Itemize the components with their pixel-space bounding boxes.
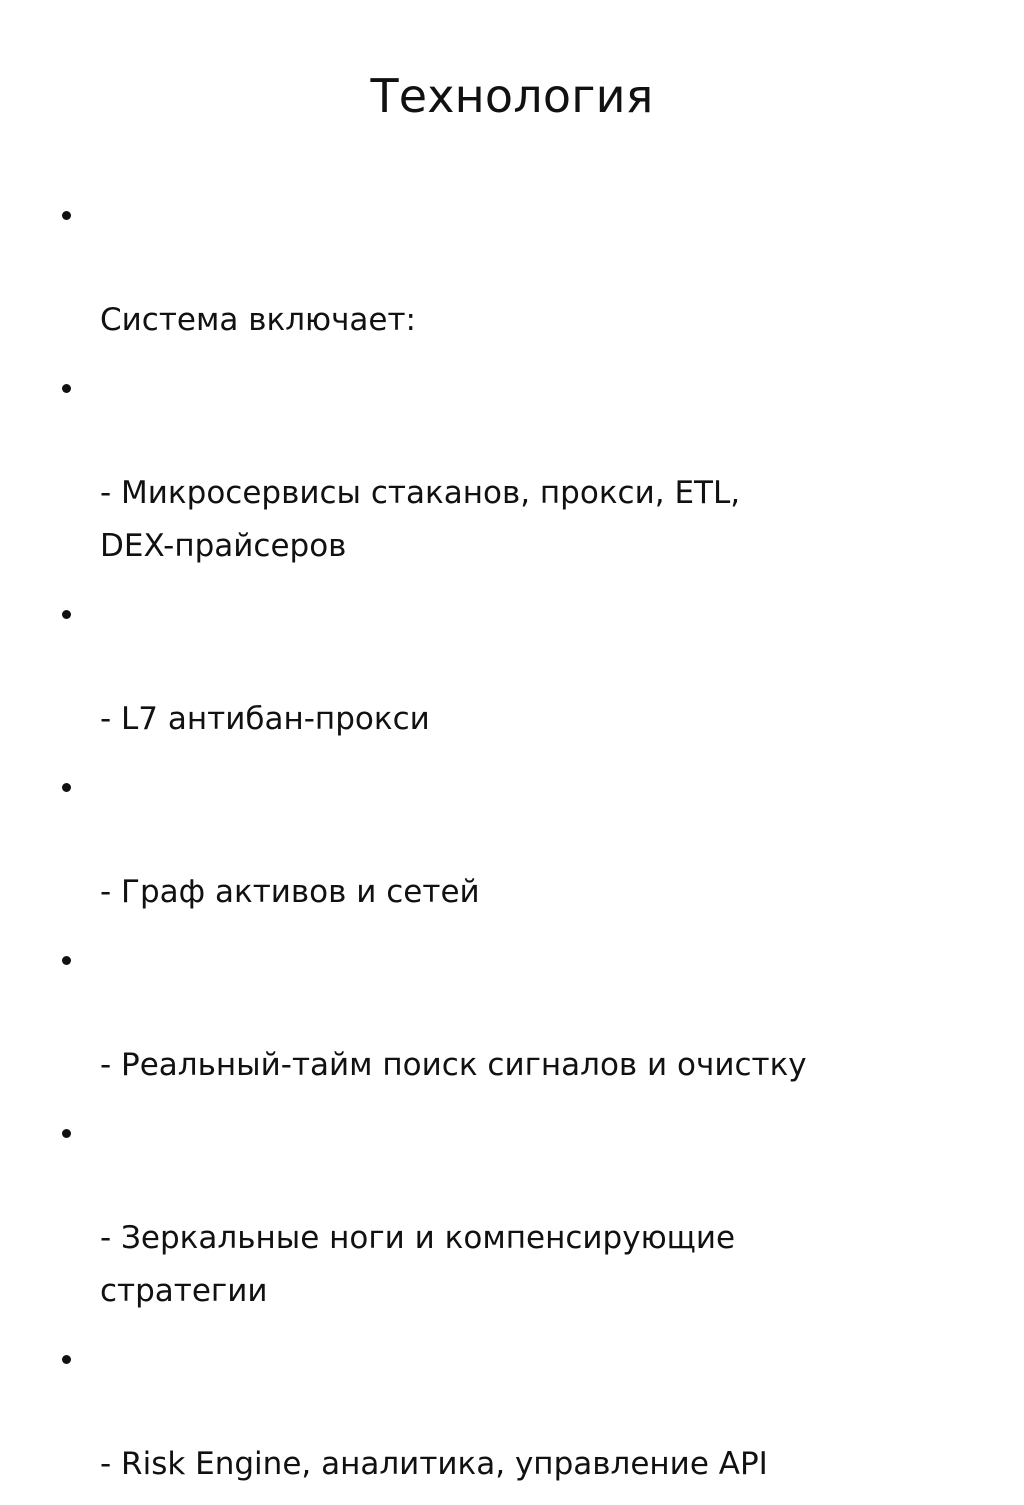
bullet-dot-icon — [62, 384, 71, 393]
bullet-text: Система включает: — [100, 302, 416, 338]
bullet-text: - Граф активов и сетей — [100, 874, 480, 910]
bullet-dot-icon — [62, 211, 71, 220]
bullet-dot-icon — [62, 956, 71, 965]
bullet-text: - Реальный-тайм поиск сигналов и очистку — [100, 1047, 807, 1083]
bullet-item — [62, 1332, 992, 1491]
bullet-dot-icon — [62, 1129, 71, 1138]
bullet-item — [62, 1106, 992, 1318]
slide-title: Технология — [370, 69, 654, 123]
bullet-text: - Микросервисы стаканов, прокси, ETL, DEX-прайсеров — [100, 475, 741, 564]
bullet-item — [62, 933, 992, 1092]
bullet-text: - L7 антибан-прокси — [100, 701, 430, 737]
bullet-list — [62, 188, 992, 1505]
bullet-dot-icon — [62, 783, 71, 792]
bullet-text: - Зеркальные ноги и компенсирующие стратегии — [100, 1220, 736, 1309]
bullet-item — [62, 760, 992, 919]
bullet-item — [62, 361, 992, 573]
bullet-dot-icon — [62, 1355, 71, 1364]
bullet-item — [62, 587, 992, 746]
bullet-text: - Risk Engine, аналитика, управление API — [100, 1446, 768, 1482]
bullet-dot-icon — [62, 610, 71, 619]
bullet-item — [62, 188, 992, 347]
